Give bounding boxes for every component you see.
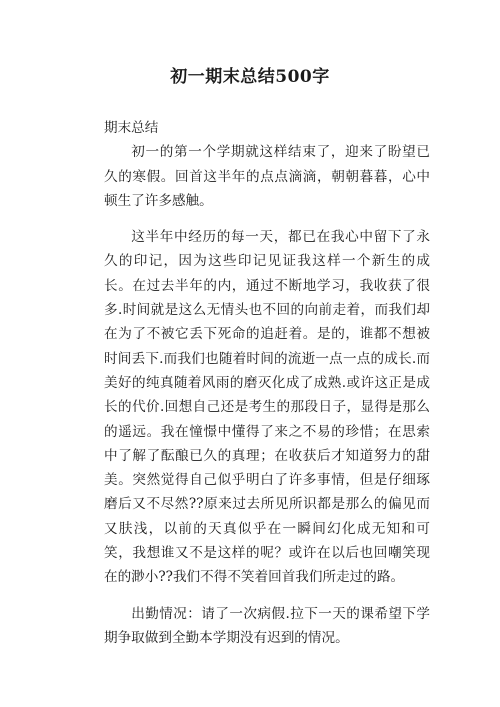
- paragraph-intro: 初一的第一个学期就这样结束了，迎来了盼望已久的寒假。回首这半年的点点滴滴，朝朝暮暮，心中顿生了许多感触。: [104, 144, 430, 209]
- paragraph-attendance: 出勤情况：请了一次病假.拉下一天的课希望下学期争取做到全勤本学期没有迟到的情况。: [104, 605, 430, 646]
- document-body: [104, 116, 430, 650]
- section-heading: 期末总结: [104, 120, 159, 136]
- paragraph-growth: 这半年中经历的每一天，都已在我心中留下了永久的印记，因为这些印记见证我这样一个新生的成长。在过去半年的内，通过不断地学习，我收获了很多.时间就是这么无情头也不回的向前走着，而我们却在为了不被它丢下死命的追赶着。是的，谁都不想被时间丢下.而我们也随着时间的流逝一点一点的成长.而美好的纯真随着风雨的磨灭化成了成熟.或许这正是成长的代价.回想自己还是考生的那段日子，显得是那么的遥远。我在憧憬中懂得了来之不易的珍惜；在思索中了解了酝酿已久的真理；在收获后才知道努力的甜美。突然觉得自己似乎明白了许多事情，但是仔细琢磨后又不尽然??原来过去所见所识都是那么的偏见而又肤浅，以前的天真似乎在一瞬间幻化成无知和可笑，我想谁又不是这样的呢？或许在以后也回嘲笑现在的渺小??我们不得不笑着回首我们所走过的路。: [104, 229, 430, 586]
- document-title: 初一期末总结500字: [170, 67, 330, 87]
